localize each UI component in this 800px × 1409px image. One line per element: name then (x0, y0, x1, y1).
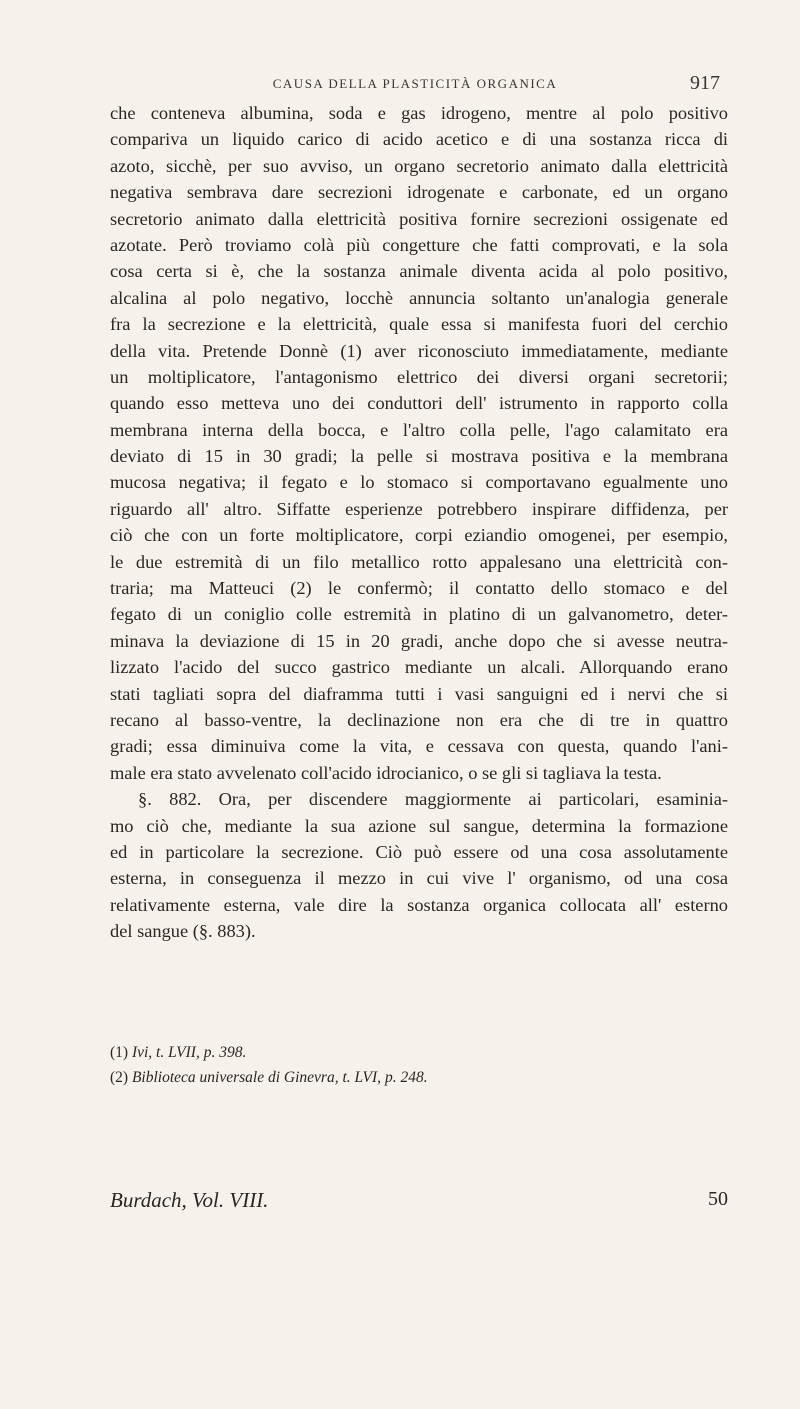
text-line: membrana interna della bocca, e l'altro colla pelle, l'ago calamitato era (110, 419, 728, 440)
text-line: azoto, sicchè, per suo avviso, un organo secretorio animato dalla elettricità (110, 155, 728, 176)
body-text (110, 100, 728, 945)
section-start-line: §. 882. Ora, per discendere maggiormente ai particolari, esaminia- (138, 789, 728, 810)
text-line: esterna, in conseguenza il mezzo in cui vive l' organismo, od una cosa (110, 868, 728, 889)
text-line: fegato di un coniglio colle estremità in platino di un galvanometro, deter- (110, 604, 728, 625)
footnote-mark: (2) (110, 1069, 129, 1086)
text-line: lizzato l'acido del succo gastrico mediante un alcali. Allorquando erano (110, 657, 728, 678)
footnote-reference: Biblioteca universale di Ginevra, t. LVI, (131, 1069, 382, 1086)
text-line: mucosa negativa; il fegato e lo stomaco si comportavano egualmente uno (110, 472, 728, 493)
text-line: che conteneva albumina, soda e gas idrogeno, mentre al polo positivo (110, 103, 728, 123)
text-line: fra la secrezione e la elettricità, quale essa si manifesta fuori del cerchio (110, 314, 728, 335)
text-line: deviato di 15 in 30 gradi; la pelle si mostrava positiva e la membrana (110, 446, 728, 467)
text-line: della vita. Pretende Donnè (1) aver riconosciuto immediatamente, mediante (110, 340, 728, 361)
text-line: le due estremità di un filo metallico rotto appalesano una elettricità con- (110, 551, 728, 572)
text-line: minava la deviazione di 15 in 20 gradi, anche dopo che si avesse neutra- (110, 630, 728, 651)
text-line: gradi; essa diminuiva come la vita, e cessava con questa, quando l'ani- (110, 736, 728, 757)
footnote-page: p. 248. (384, 1069, 428, 1086)
text-line: recano al basso-ventre, la declinazione non era che di tre in quattro (110, 709, 728, 730)
text-line: compariva un liquido carico di acido acetico e di una sostanza ricca di (110, 129, 728, 150)
text-line: riguardo all' altro. Siffatte esperienze potrebbero inspirare diffidenza, per (110, 498, 728, 519)
text-line: traria; ma Matteuci (2) le confermò; il contatto dello stomaco e del (110, 578, 728, 599)
text-line: relativamente esterna, vale dire la sostanza organica collocata all' esterno (110, 894, 728, 915)
running-head (110, 72, 720, 102)
text-line: del sangue (§. 883). (110, 921, 256, 942)
footnote (110, 1040, 728, 1065)
text-line: male era stato avvelenato coll'acido idrocianico, o se gli si tagliava la testa. (110, 762, 662, 783)
text-line: ed in particolare la secrezione. Ciò può essere od una cosa assolutamente (110, 841, 728, 862)
footnote (110, 1065, 728, 1090)
text-line: un moltiplicatore, l'antagonismo elettrico dei diversi organi secretorii; (110, 366, 728, 387)
text-line: stati tagliati sopra del diaframma tutti i vasi sanguigni ed i nervi che si (110, 683, 728, 704)
text-line: alcalina al polo negativo, locchè annuncia soltanto un'analogia generale (110, 287, 728, 308)
text-line: ciò che con un forte moltiplicatore, corpi eziandio omogenei, per esempio, (110, 525, 728, 546)
text-line: mo ciò che, mediante la sua azione sul sangue, determina la formazione (110, 815, 728, 836)
volume-signature: Burdach, Vol. VIII. (110, 1188, 269, 1212)
footnote-mark: (1) (110, 1044, 129, 1061)
running-title: CAUSA DELLA PLASTICITÀ ORGANICA (272, 76, 558, 91)
signature-number: 50 (708, 1188, 728, 1210)
signature-line (110, 1188, 728, 1218)
footnote-page: p. 398. (203, 1044, 247, 1061)
footnote-reference: Ivi, t. LVII, (131, 1044, 200, 1061)
text-line: cosa certa si è, che la sostanza animale diventa acida al polo positivo, (110, 261, 728, 282)
page-number: 917 (690, 72, 720, 94)
text-line: secretorio animato dalla elettricità positiva fornire secrezioni ossigenate ed (110, 208, 728, 229)
footnotes (110, 1040, 728, 1090)
text-line: negativa sembrava dare secrezioni idrogenate e carbonate, ed un organo (110, 182, 728, 203)
text-line: quando esso metteva uno dei conduttori dell' istrumento in rapporto colla (110, 393, 728, 414)
text-line: azotate. Però troviamo colà più congetture che fatti comprovati, e la sola (110, 234, 728, 255)
